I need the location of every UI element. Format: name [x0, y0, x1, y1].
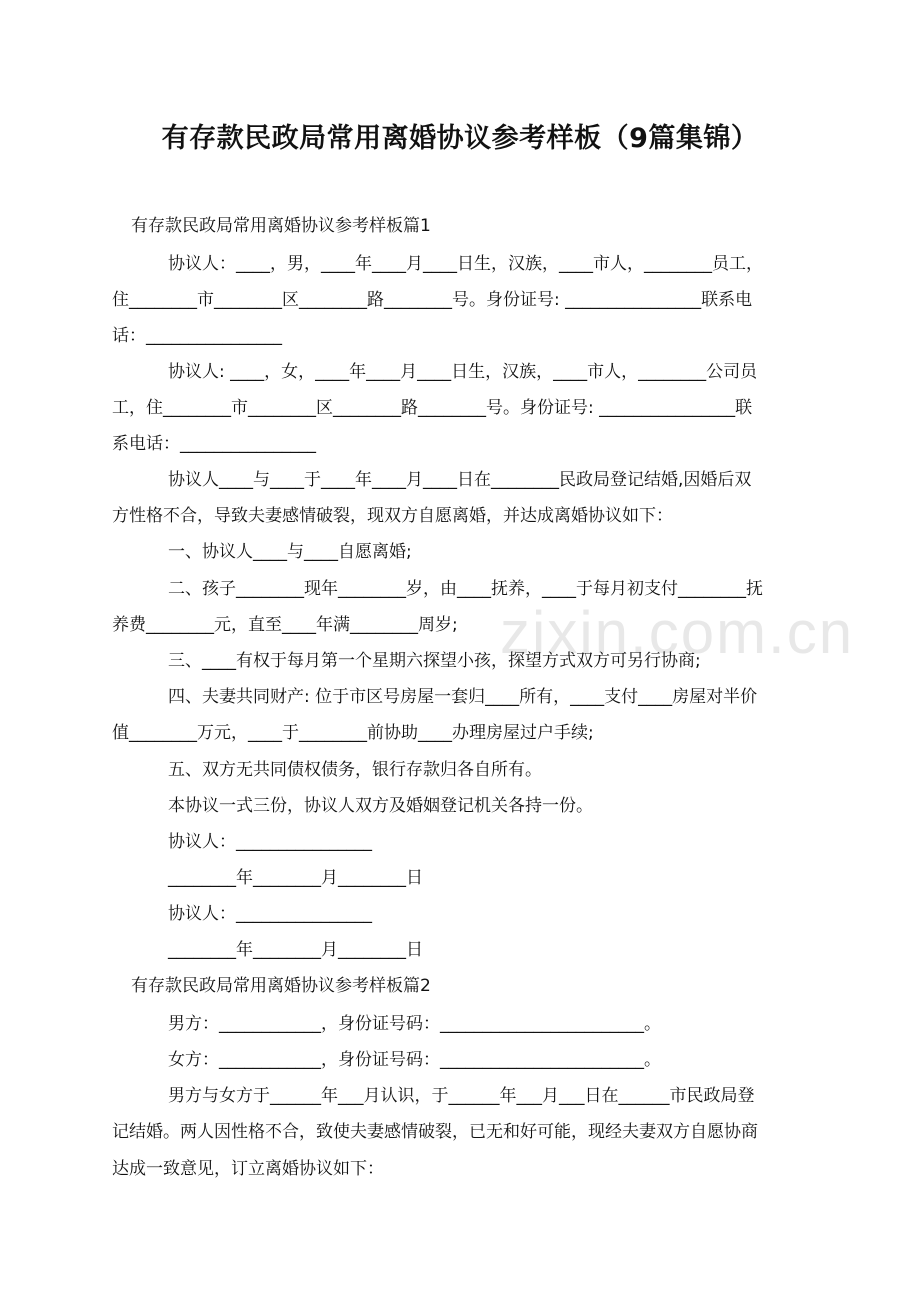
paragraph-line: 本协议一式三份，协议人双方及婚姻登记机关各持一份。 [168, 796, 593, 816]
signature-line: 协议人：________________ [168, 832, 372, 852]
paragraph-line: 协议人：____，男，____年____月____日生，汉族，____市人，________员工， [168, 254, 763, 274]
paragraph-line: 记结婚。两人因性格不合，致使夫妻感情破裂，已无和好可能，现经夫妻双方自愿协商 [112, 1122, 758, 1142]
document-title: 有存款民政局常用离婚协议参考样板（9篇集锦） [161, 123, 759, 154]
party-line: 男方：____________，身份证号码：________________________。 [168, 1014, 661, 1034]
clause-line: 五、双方无共同债权债务，银行存款归各自所有。 [168, 760, 542, 780]
paragraph-line: 系电话：________________ [112, 434, 316, 454]
clause-line: 三、____有权于每月第一个星期六探望小孩，探望方式双方可另行协商; [168, 651, 701, 671]
watermark: zixin.com.cn [500, 599, 855, 666]
date-line: ________年________月________日 [168, 940, 423, 960]
section-heading: 有存款民政局常用离婚协议参考样板篇1 [131, 216, 431, 236]
paragraph-line: 住________市________区________路________号。身份证号: ________________联系电 [112, 290, 753, 310]
section-heading: 有存款民政局常用离婚协议参考样板篇2 [131, 976, 431, 996]
clause-line: 值________万元，____于________前协助____办理房屋过户手续; [112, 723, 594, 743]
paragraph-line: 男方与女方于______年___月认识，于______年___月___日在______市民政局登 [168, 1086, 755, 1106]
paragraph-line: 话：________________ [112, 326, 282, 346]
paragraph-line: 协议人: ____，女，____年____月____日生，汉族，____市人，________公司员 [168, 362, 758, 382]
paragraph-line: 协议人____与____于____年____月____日在________民政局登记结婚,因婚后双 [168, 470, 752, 490]
paragraph-line: 方性格不合，导致夫妻感情破裂，现双方自愿离婚，并达成离婚协议如下： [112, 506, 673, 526]
signature-line: 协议人：________________ [168, 904, 372, 924]
paragraph-line: 工，住________市________区________路________号。身份证号: ________________联 [112, 398, 753, 418]
clause-line: 四、夫妻共同财产: 位于市区号房屋一套归____所有，____支付____房屋对半价 [168, 687, 758, 707]
date-line: ________年________月________日 [168, 868, 423, 888]
party-line: 女方：____________，身份证号码：________________________。 [168, 1050, 661, 1070]
clause-line: 二、孩子________现年________岁，由____抚养，____于每月初支付________抚 [168, 579, 763, 599]
clause-line: 养费________元，直至____年满________周岁; [112, 615, 458, 635]
clause-line: 一、协议人____与____自愿离婚; [168, 542, 412, 562]
paragraph-line: 达成一致意见，订立离婚协议如下： [112, 1159, 384, 1179]
